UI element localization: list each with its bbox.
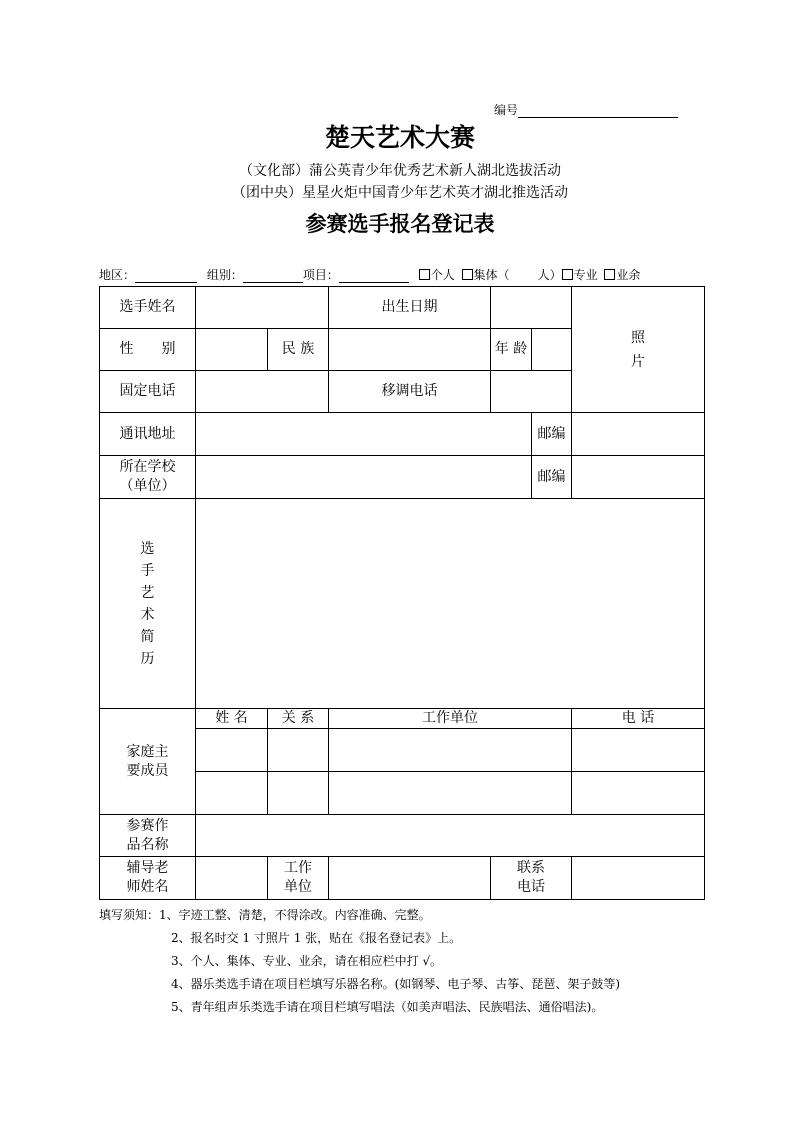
name-input[interactable] bbox=[196, 287, 329, 329]
instructions-label: 填写须知： bbox=[99, 908, 160, 922]
address-input[interactable] bbox=[196, 413, 532, 456]
serial-number-label: 编号 bbox=[494, 103, 519, 117]
gender-label: 性 别 bbox=[100, 329, 196, 371]
people-label: 人） bbox=[537, 268, 562, 282]
professional-checkbox[interactable] bbox=[562, 269, 573, 280]
region-label: 地区： bbox=[99, 268, 136, 282]
collective-label: 集体（ bbox=[473, 268, 510, 282]
postcode-input[interactable] bbox=[572, 413, 705, 456]
gender-input[interactable] bbox=[196, 329, 268, 371]
item-label: 项目： bbox=[302, 268, 339, 282]
fam-2-relation[interactable] bbox=[268, 772, 329, 815]
mobile-label: 移调电话 bbox=[329, 371, 491, 413]
photo-cell[interactable] bbox=[572, 287, 705, 413]
contact-input[interactable] bbox=[572, 857, 705, 900]
school-label: 所在学校 （单位） bbox=[100, 456, 196, 499]
individual-checkbox[interactable] bbox=[419, 269, 430, 280]
instruction-item: 3、个人、集体、专业、业余，请在相应栏中打 √。 bbox=[171, 954, 443, 968]
page-title: 楚天艺术大赛 bbox=[324, 123, 475, 152]
instruction-item: 5、青年组声乐类选手请在项目栏填写唱法（如美声唱法、民族唱法、通俗唱法)。 bbox=[171, 1000, 604, 1014]
birth-input[interactable] bbox=[491, 287, 572, 329]
amateur-checkbox[interactable] bbox=[604, 269, 615, 280]
group-blank[interactable] bbox=[243, 270, 303, 283]
fam-2-work[interactable] bbox=[329, 772, 572, 815]
tutor-work-input[interactable] bbox=[329, 857, 491, 900]
meta-row bbox=[99, 266, 640, 283]
tutor-work-label: 工作 单位 bbox=[268, 857, 329, 900]
birth-label: 出生日期 bbox=[329, 287, 491, 329]
fam-work-header: 工作单位 bbox=[329, 709, 572, 729]
fam-1-name[interactable] bbox=[196, 729, 268, 772]
bio-label: 选 手 艺 术 简 历 bbox=[100, 499, 196, 709]
contact-label: 联系 电话 bbox=[491, 857, 572, 900]
individual-label: 个人 bbox=[430, 268, 455, 282]
serial-number-blank[interactable] bbox=[518, 104, 678, 118]
fam-2-phone[interactable] bbox=[572, 772, 705, 815]
serial-number-field bbox=[494, 101, 678, 118]
tutor-name-input[interactable] bbox=[196, 857, 268, 900]
group-label: 组别： bbox=[206, 268, 243, 282]
landline-label: 固定电话 bbox=[100, 371, 196, 413]
school-input[interactable] bbox=[196, 456, 532, 499]
family-label: 家庭主 要成员 bbox=[100, 709, 196, 815]
professional-label: 专业 bbox=[573, 268, 598, 282]
work-label: 参赛作 品名称 bbox=[100, 815, 196, 857]
item-blank[interactable] bbox=[339, 270, 409, 283]
name-label: 选手姓名 bbox=[100, 287, 196, 329]
instruction-item: 4、器乐类选手请在项目栏填写乐器名称。(如钢琴、电子琴、古筝、琵琶、架子鼓等) bbox=[171, 977, 621, 991]
form-title: 参赛选手报名登记表 bbox=[305, 212, 495, 236]
subtitle-1: （文化部）蒲公英青少年优秀艺术新人湖北选拔活动 bbox=[239, 163, 561, 179]
collective-checkbox[interactable] bbox=[462, 269, 473, 280]
photo-label: 照 片 bbox=[631, 329, 645, 370]
postcode-label: 邮编 bbox=[532, 413, 572, 456]
fam-1-relation[interactable] bbox=[268, 729, 329, 772]
landline-input[interactable] bbox=[196, 371, 329, 413]
region-blank[interactable] bbox=[135, 270, 197, 283]
work-input[interactable] bbox=[196, 815, 705, 857]
fam-1-phone[interactable] bbox=[572, 729, 705, 772]
mobile-input[interactable] bbox=[491, 371, 572, 413]
subtitle-2: （团中央）星星火炬中国青少年艺术英才湖北推选活动 bbox=[232, 185, 568, 201]
bio-input[interactable] bbox=[196, 499, 705, 709]
ethnicity-input[interactable] bbox=[329, 329, 491, 371]
fam-2-name[interactable] bbox=[196, 772, 268, 815]
address-label: 通讯地址 bbox=[100, 413, 196, 456]
tutor-label: 辅导老 师姓名 bbox=[100, 857, 196, 900]
fam-relation-header: 关 系 bbox=[268, 709, 329, 729]
postcode-2-input[interactable] bbox=[572, 456, 705, 499]
postcode-2-label: 邮编 bbox=[532, 456, 572, 499]
instruction-item: 2、报名时交 1 寸照片 1 张，贴在《报名登记表》上。 bbox=[171, 931, 462, 945]
instruction-item: 1、字迹工整、清楚，不得涂改。内容准确、完整。 bbox=[159, 908, 431, 922]
instructions bbox=[99, 904, 620, 1019]
fam-phone-header: 电 话 bbox=[572, 709, 705, 729]
fam-1-work[interactable] bbox=[329, 729, 572, 772]
ethnicity-label: 民 族 bbox=[268, 329, 329, 371]
registration-table bbox=[99, 286, 705, 900]
amateur-label: 业余 bbox=[616, 268, 641, 282]
age-input[interactable] bbox=[532, 329, 572, 371]
fam-name-header: 姓 名 bbox=[196, 709, 268, 729]
age-label: 年 龄 bbox=[491, 329, 532, 371]
